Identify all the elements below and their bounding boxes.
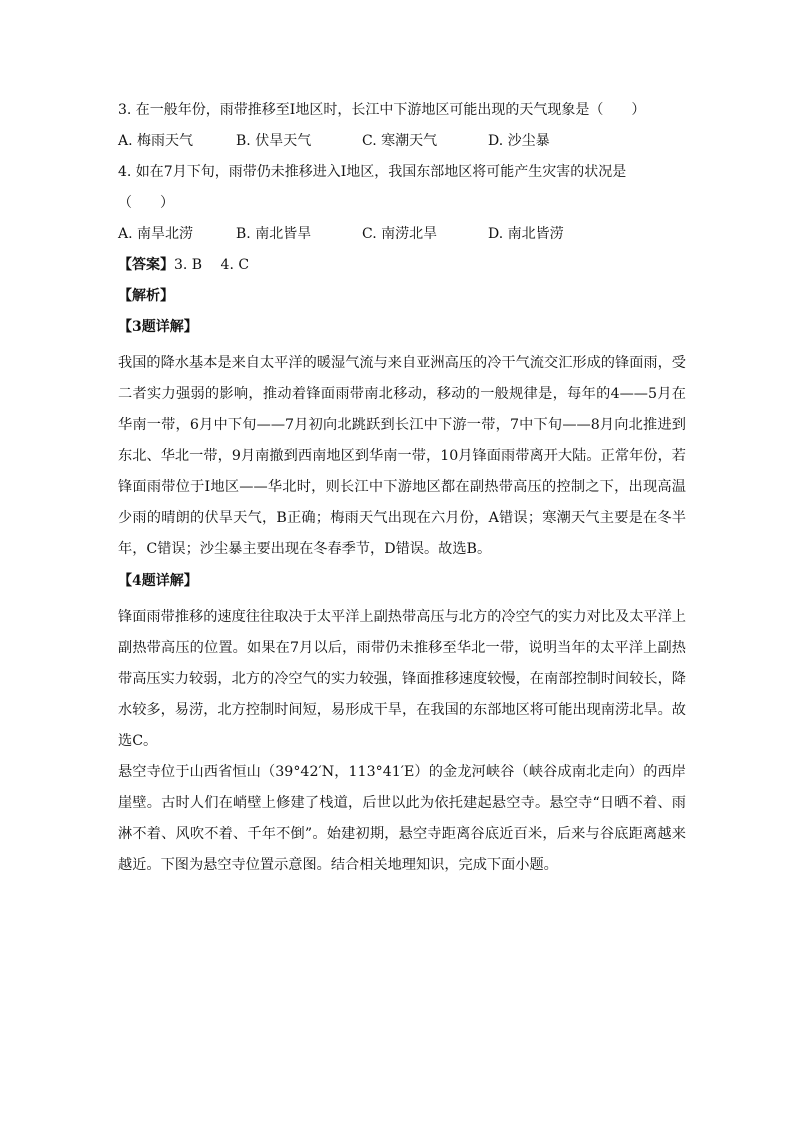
- answer-label: 【答案】: [118, 257, 174, 273]
- question-4-option-b: B. 南北皆旱: [236, 226, 312, 242]
- question-3-option-c: C. 寒潮天气: [362, 133, 438, 149]
- question-3-detail-label: 【3题详解】: [118, 319, 198, 335]
- question-3-option-b: B. 伏旱天气: [236, 133, 312, 149]
- document-page: [118, 100, 686, 881]
- question-4-detail-text: 锋面雨带推移的速度往往取决于太平洋上副热带高压与北方的冷空气的实力对比及太平洋上副热带高压的位置。如果在7月以后，雨带仍未推移至华北一带，说明当年的太平洋上副热带高压实力较弱，北方的冷空气的实力较强，锋面推移速度较慢，在南部控制时间较长，降水较多，易涝，北方控制时间短，易形成干旱，在我国的东部地区将可能出现南涝北旱。故选C。: [118, 609, 686, 749]
- intro-paragraph: 悬空寺位于山西省恒山（39°42′N，113°41′E）的金龙河峡谷（峡谷成南北走向）的西岸崖壁。古时人们在峭壁上修建了栈道，后世以此为依托建起悬空寺。悬空寺“日晒不着、雨淋不着、风吹不着、千年不倒”。始建初期，悬空寺距离谷底近百米，后来与谷底距离越来越近。下图为悬空寺位置示意图。结合相关地理知识，完成下面小题。: [118, 764, 686, 873]
- answer-text: 3. B 4. C: [174, 257, 250, 273]
- question-3-stem: 3. 在一般年份，雨带推移至Ⅰ地区时，长江中下游地区可能出现的天气现象是（ ）: [118, 102, 646, 118]
- question-4-stem-line-1: 4. 如在7月下旬，雨带仍未推移进入Ⅰ地区，我国东部地区将可能产生灾害的状况是: [118, 164, 627, 180]
- question-4-options: [118, 224, 686, 244]
- question-4-detail-label: 【4题详解】: [118, 573, 198, 589]
- question-3-detail-text: 我国的降水基本是来自太平洋的暖湿气流与来自亚洲高压的冷干气流交汇形成的锋面雨，受二者实力强弱的影响，推动着锋面雨带南北移动，移动的一般规律是，每年的4——5月在华南一带，6月中下旬——7月初向北跳跃到长江中下游一带，7中下旬——8月向北推进到东北、华北一带，9月南撤到西南地区到华南一带，10月锋面雨带离开大陆。正常年份，若锋面雨带位于Ⅰ地区——华北时，则长江中下游地区都在副热带高压的控制之下，出现高温少雨的晴朗的伏旱天气，B正确；梅雨天气出现在六月份，A错误；寒潮天气主要是在冬半年，C错误；沙尘暴主要出现在冬春季节，D错误。故选B。: [118, 355, 686, 557]
- analysis-label: 【解析】: [118, 288, 174, 304]
- question-3-option-d: D. 沙尘暴: [488, 133, 550, 149]
- answer-line: [118, 255, 686, 275]
- question-4-option-d: D. 南北皆涝: [488, 226, 564, 242]
- question-4-option-c: C. 南涝北旱: [362, 226, 438, 242]
- question-4-stem-line-2: （ ）: [118, 195, 174, 211]
- question-4-option-a: A. 南旱北涝: [118, 226, 194, 242]
- question-3-options: [118, 131, 686, 151]
- question-3-option-a: A. 梅雨天气: [118, 133, 194, 149]
